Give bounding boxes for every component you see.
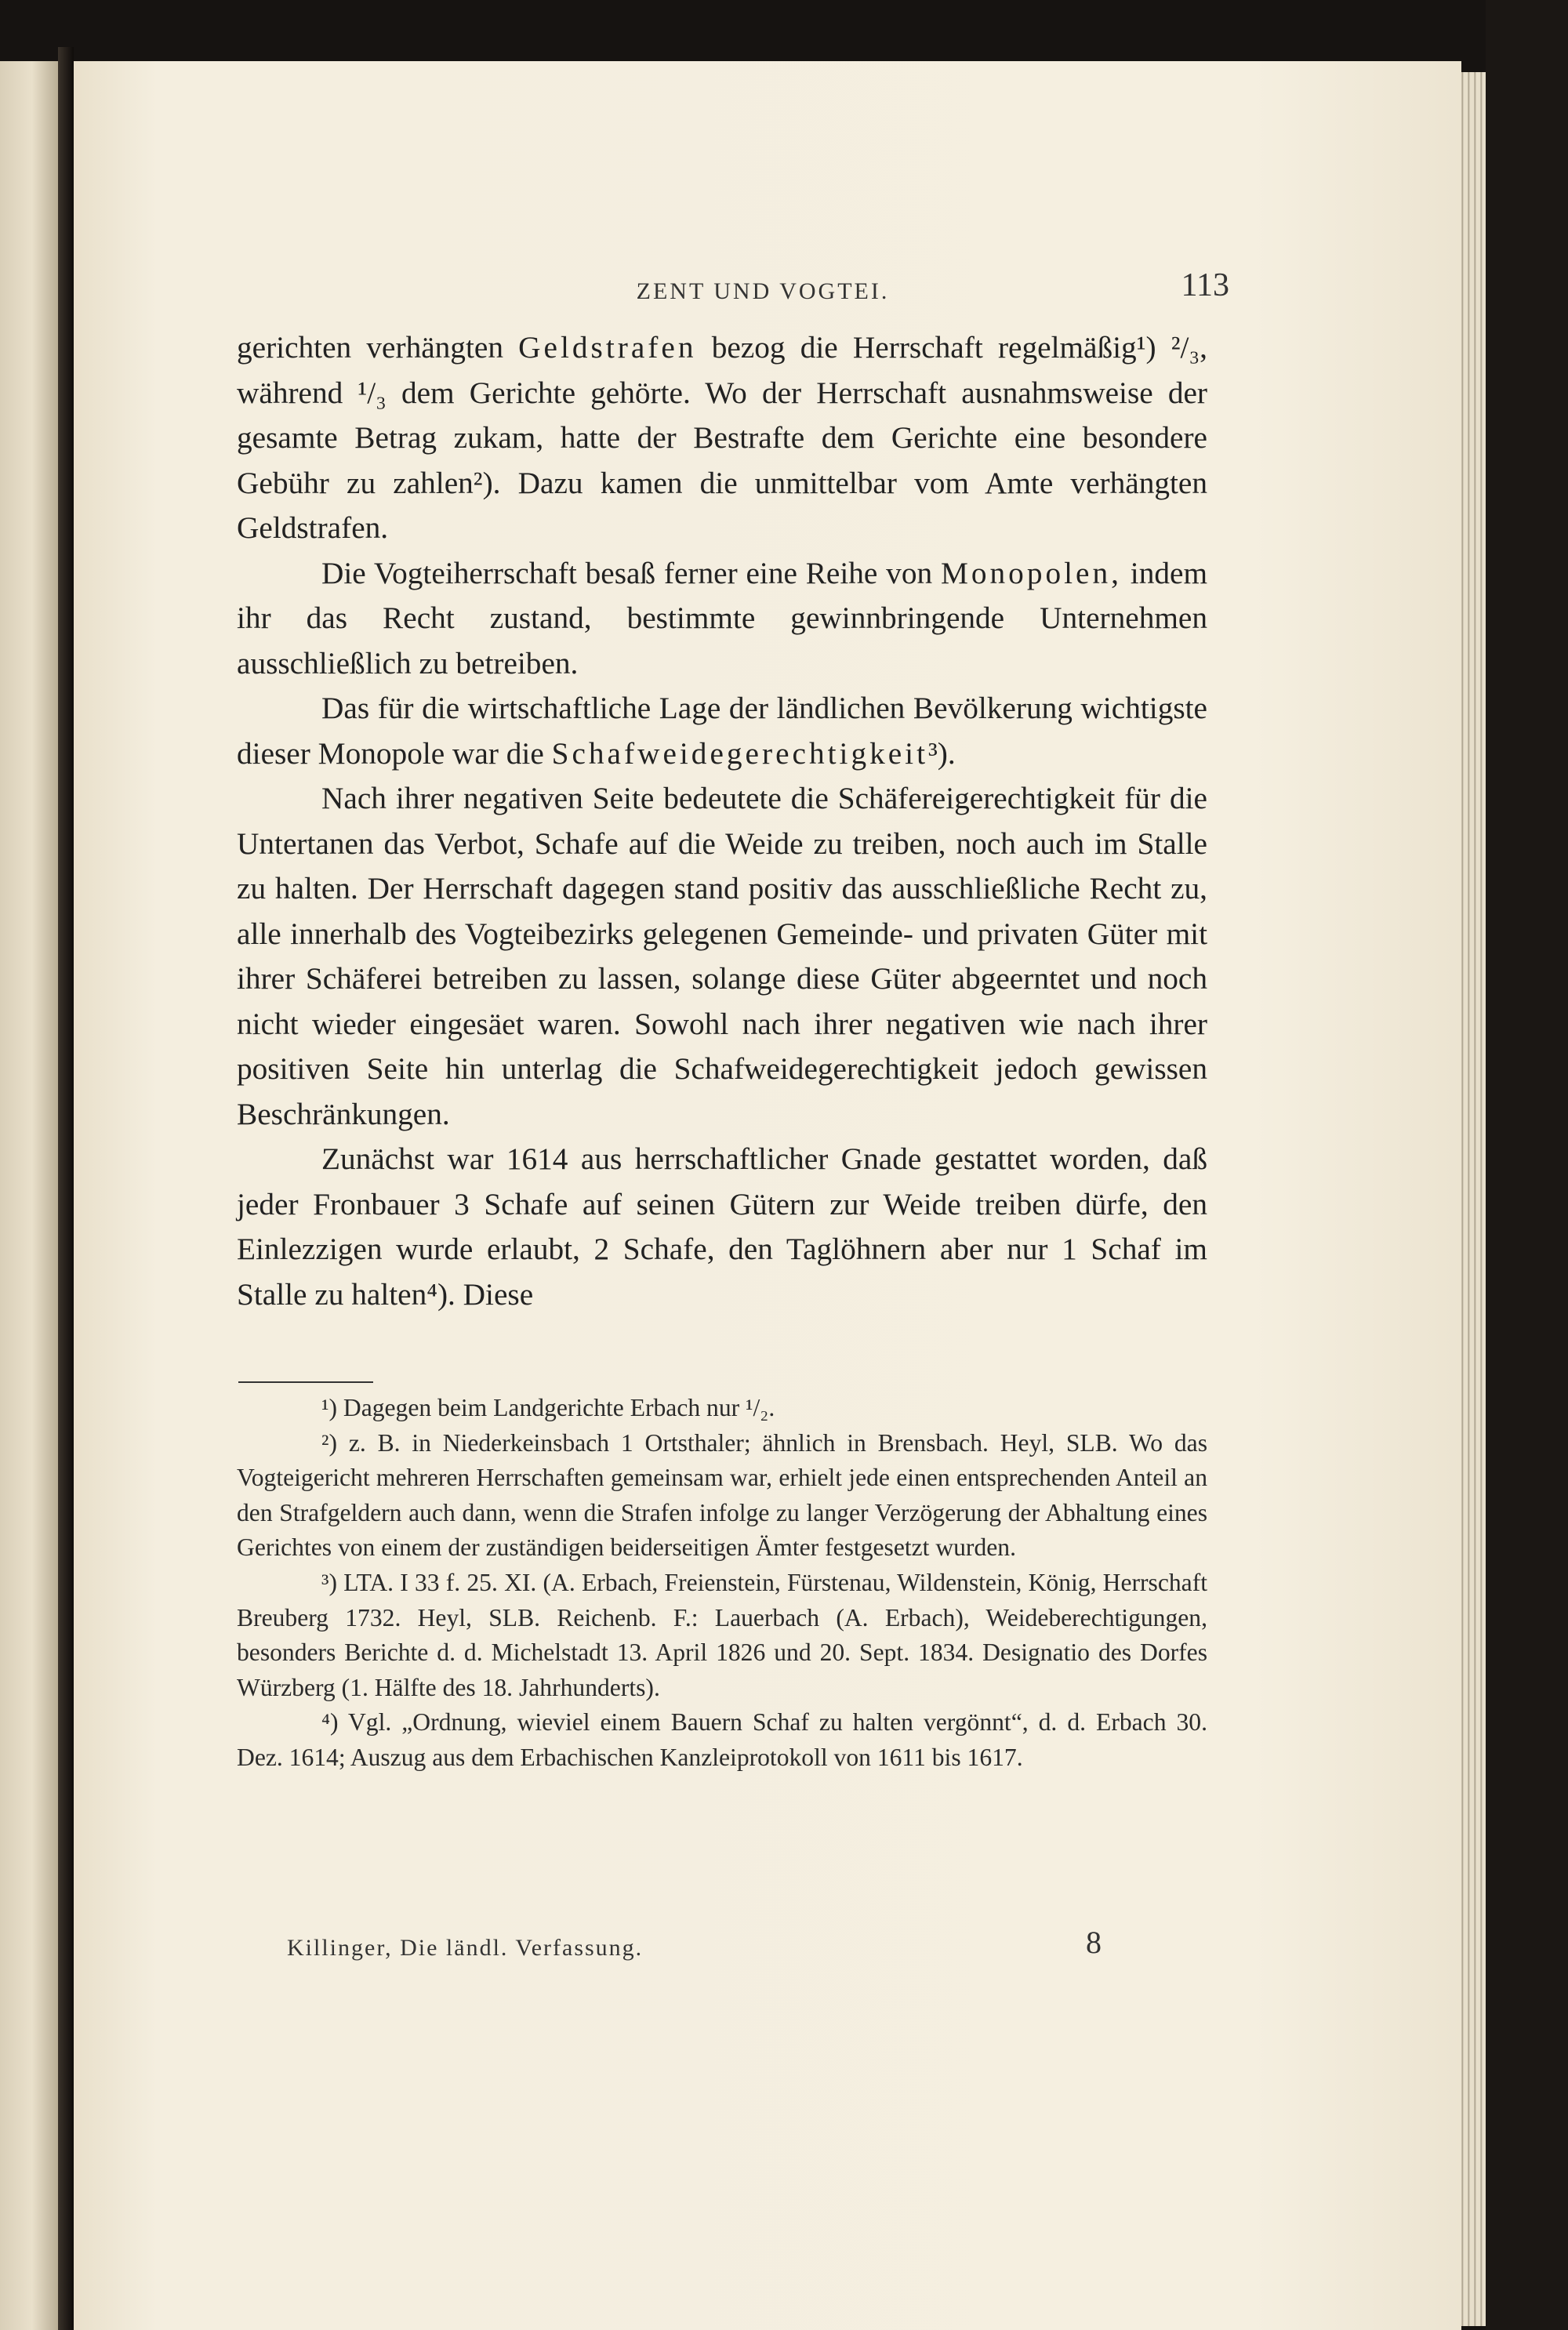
paragraph-2 bbox=[237, 551, 1207, 687]
paragraph-2-text-c: indem ihr das Recht zustand, bestimmte gewinnbringende Unternehmen ausschließlich zu betreiben. bbox=[237, 555, 1208, 680]
running-head: ZENT UND VOGTEI. bbox=[636, 278, 890, 304]
paragraph-5: Zunächst war 1614 aus herrschaftlicher Gnade gestattet worden, daß jeder Fronbauer 3 Schafe auf seinen Gütern zur Weide treiben dürfe, den Einlezzigen wurde erlaubt, 2 Schafe, den Taglöhnern aber nur 1 Schaf im Stalle zu halten⁴). Diese bbox=[237, 1141, 1207, 1312]
page-number: 113 bbox=[1181, 267, 1229, 303]
paragraph-2-text-a: Die Vogteiherrschaft besaß ferner eine Reihe von bbox=[321, 555, 933, 590]
footnote-3: ³) LTA. I 33 f. 25. XI. (A. Erbach, Freienstein, Fürstenau, Wildenstein, König, Herrschaft Breuberg 1732. Heyl, SLB. Reichenb. F.: Lauerbach (A. Erbach), Weideberechtigungen, besonders Berichte d. d. Michelstadt 13. April 1826 und 20. Sept. 1834. Designatio des Dorfes Würzberg (1. Hälfte des 18. Jahrhunderts). bbox=[237, 1568, 1207, 1701]
emphasis-schafweidegerechtigkeit: Schafweidegerechtigkeit bbox=[551, 735, 929, 771]
paragraph-1-text-c: bezog die Herrschaft regelmäßig¹) ²/₃, während ¹/₃ dem Gerichte gehörte. Wo der Herrschaft ausnahmsweise der gesamte Betrag zukam, hatte der Bestrafte dem Gerichte eine besondere Gebühr zu zahlen²). Dazu kamen die unmittelbar vom Amte verhängten Geldstrafen. bbox=[237, 330, 1207, 545]
emphasis-monopolen: Monopolen, bbox=[940, 555, 1122, 590]
footnote-divider bbox=[238, 1381, 373, 1383]
signature-mark: 8 bbox=[1086, 1925, 1102, 1960]
footnote-2: ²) z. B. in Niederkeinsbach 1 Ortsthaler; ähnlich in Brensbach. Heyl, SLB. Wo das Vogteigericht mehreren Herrschaften gemeinsam war, erhielt jede einen entsprechenden Anteil an den Strafgeldern auch dann, wenn die Strafen infolge zu langer Verzögerung der Abhaltung eines Gerichtes von einem der zuständigen beiderseitigen Ämter festgesetzt wurden. bbox=[237, 1428, 1207, 1562]
main-text bbox=[237, 325, 1207, 1317]
scan-background-top bbox=[0, 0, 1568, 61]
scan-background-right bbox=[1486, 0, 1568, 2330]
paragraph-3-text-a: Das für die wirtschaftliche Lage der ländlichen Bevölkerung wichtigste dieser Monopole war die bbox=[237, 691, 1207, 771]
emphasis-geldstrafen: Geldstrafen bbox=[518, 330, 697, 365]
facing-page-edge bbox=[0, 61, 58, 2330]
book-gutter bbox=[58, 47, 74, 2330]
footnote-1: ¹) Dagegen beim Landgerichte Erbach nur ¹/₂. bbox=[321, 1394, 775, 1421]
paragraph-4: Nach ihrer negativen Seite bedeutete die Schäfereigerechtigkeit für die Untertanen das Verbot, Schafe auf die Weide zu treiben, noch auch im Stalle zu halten. Der Herrschaft dagegen stand positiv das ausschließliche Recht zu, alle innerhalb des Vogteibezirks gelegenen Gemeinde- und privaten Güter mit ihrer Schäferei betreiben zu lassen, solange diese Güter abgeerntet und noch nicht wieder eingesäet waren. Sowohl nach ihrer negativen wie nach ihrer positiven Seite hin unterlag die Schafweidegerechtigkeit jedoch gewissen Beschränkungen. bbox=[237, 781, 1207, 1131]
paragraph-1 bbox=[237, 325, 1207, 551]
footnotes bbox=[237, 1391, 1207, 1776]
footnote-4: ⁴) Vgl. „Ordnung, wieviel einem Bauern Schaf zu halten vergönnt“, d. d. Erbach 30. Dez. 1614; Auszug aus dem Erbachischen Kanzleiprotokoll von 1611 bis 1617. bbox=[237, 1708, 1207, 1771]
printer-signature: Killinger, Die ländl. Verfassung. bbox=[287, 1935, 644, 1961]
paragraph-1-text-a: gerichten verhängten bbox=[237, 330, 503, 365]
paragraph-3 bbox=[237, 686, 1207, 776]
paragraph-3-text-c: ³). bbox=[928, 735, 956, 771]
